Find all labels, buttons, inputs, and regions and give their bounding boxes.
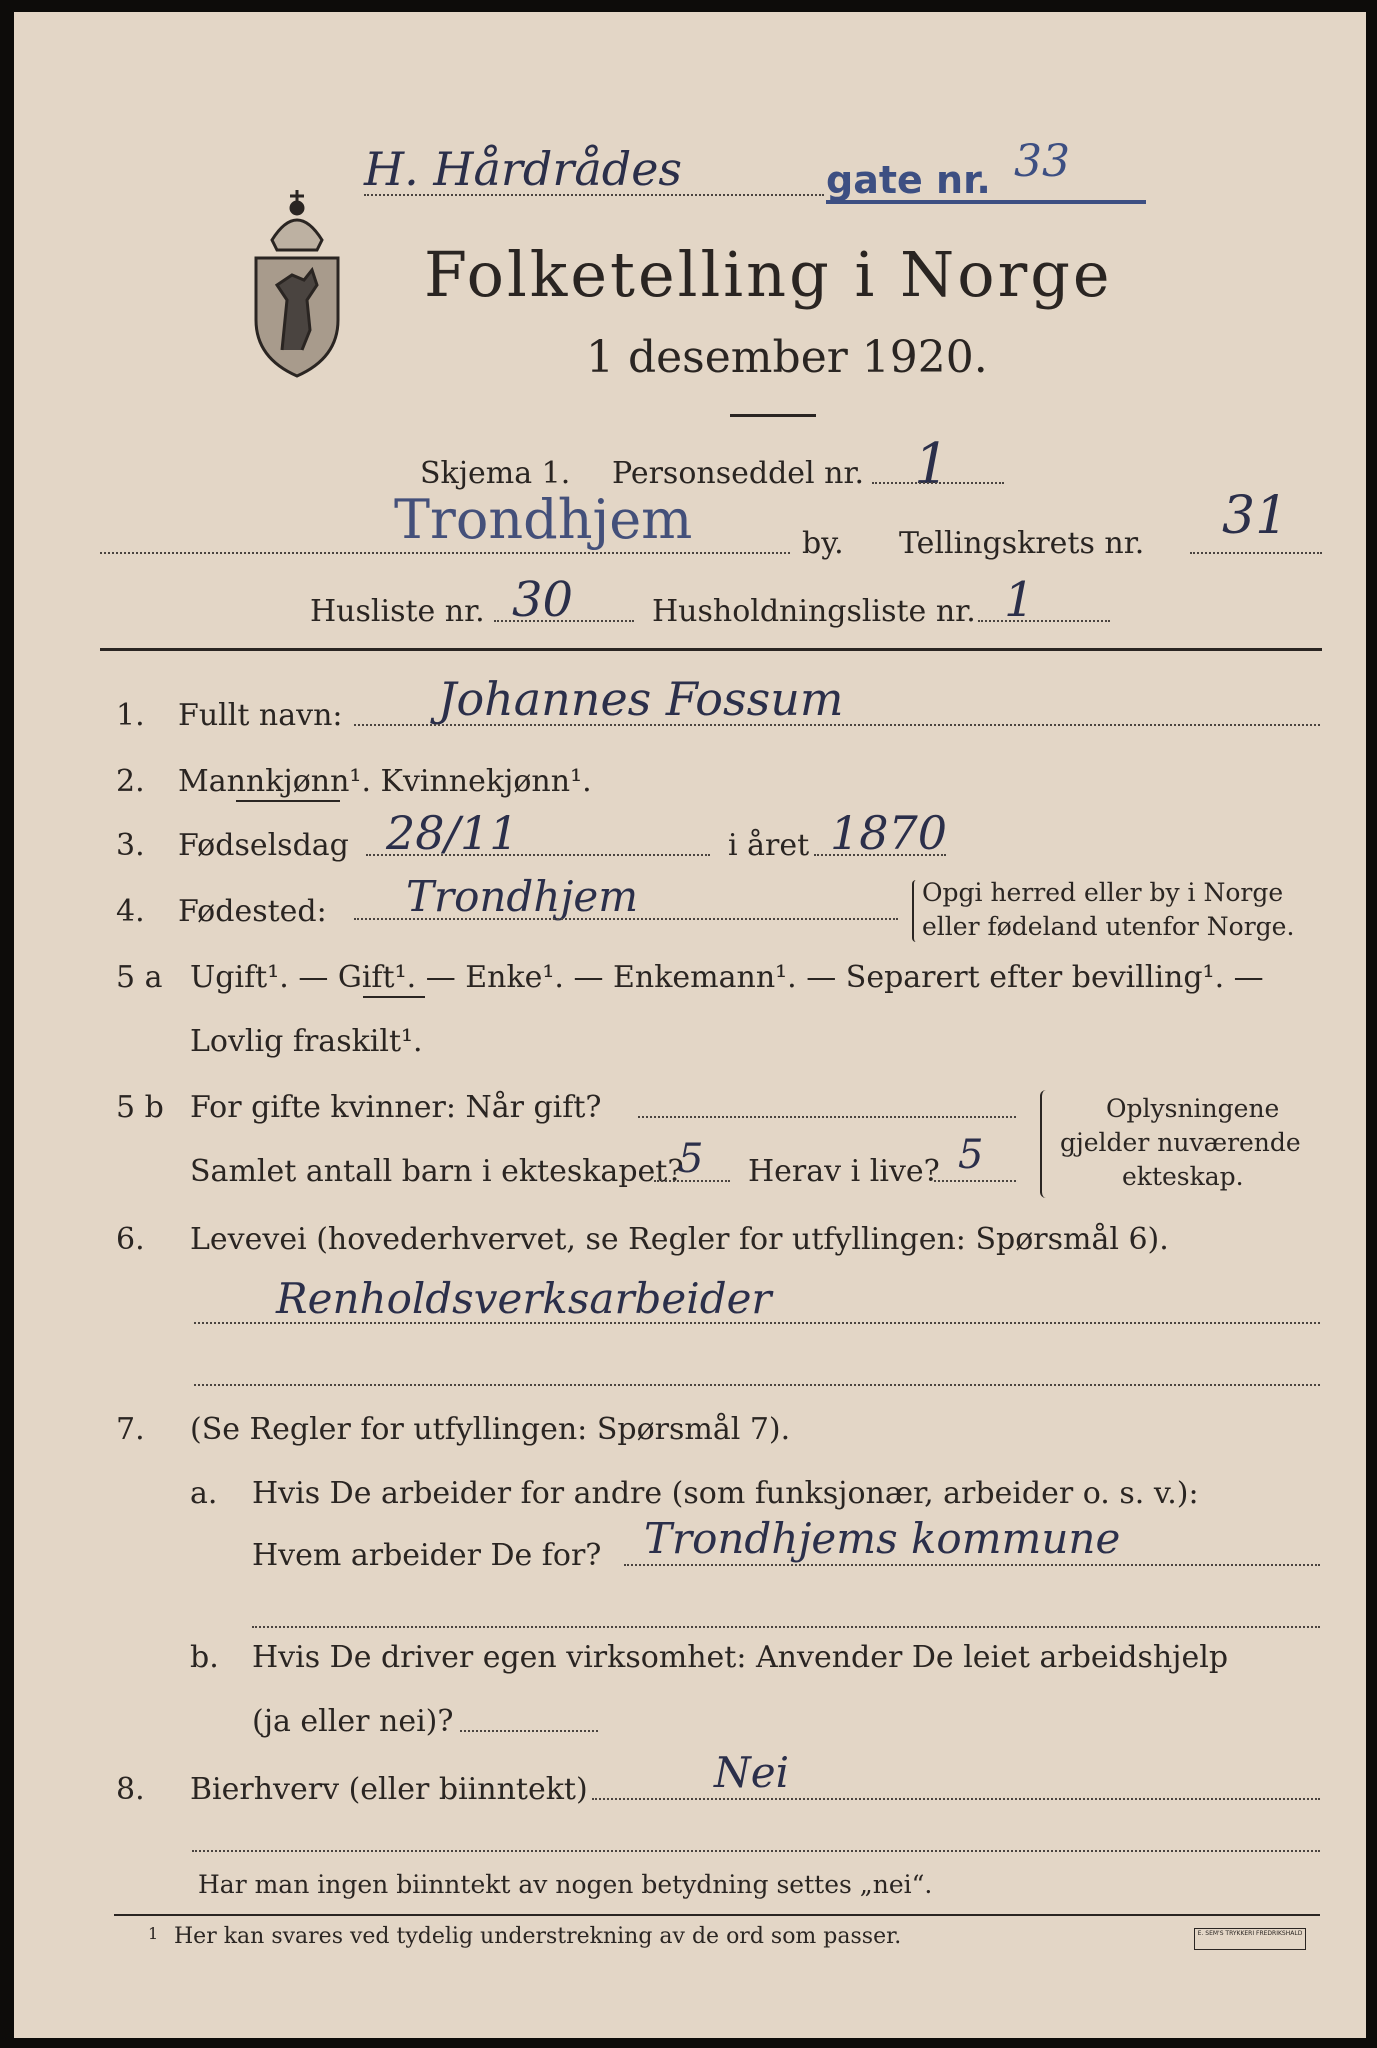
- q8-line: [592, 1798, 1320, 1800]
- personseddel-line: [872, 482, 1004, 484]
- q1-label: Fullt navn:: [178, 698, 343, 733]
- tellingskrets-value: 31: [1222, 486, 1289, 546]
- husliste-label: Husliste nr.: [310, 594, 485, 629]
- q8-label: Bierhverv (eller biinntekt): [190, 1772, 588, 1807]
- q5a-underline-gift: [363, 996, 425, 998]
- header-rule: [100, 648, 1322, 651]
- q8-line-extra: [192, 1850, 1320, 1852]
- q5a-line2: Lovlig fraskilt¹.: [190, 1024, 423, 1059]
- husholdningsliste-value: 1: [1004, 572, 1035, 628]
- city-line: [100, 552, 790, 554]
- q6-value: Renholdsverksarbeider: [276, 1274, 772, 1323]
- q1-number: 1.: [116, 698, 145, 733]
- q5b-note-line3: ekteskap.: [1122, 1162, 1244, 1191]
- q5b-children-value: 5: [678, 1136, 704, 1182]
- q7a-line2: Hvem arbeider De for?: [252, 1538, 602, 1573]
- q6-number: 6.: [116, 1222, 145, 1257]
- q5b-label1: For gifte kvinner: Når gift?: [190, 1090, 602, 1125]
- q5b-children-line: [654, 1180, 730, 1182]
- q4-brace: [912, 880, 920, 942]
- q7a-value: Trondhjems kommune: [644, 1514, 1121, 1563]
- q5b-alive-value: 5: [958, 1132, 984, 1178]
- q5b-note-line2: gjelder nuværende: [1060, 1128, 1301, 1157]
- q7b-letter: b.: [190, 1640, 219, 1675]
- q7a-line1: Hvis De arbeider for andre (som funksjonær, arbeider o. s. v.):: [252, 1476, 1199, 1511]
- footer-note: Har man ingen biinntekt av nogen betydning settes „nei“.: [198, 1870, 933, 1899]
- q2-label: Mannkjønn¹. Kvinnekjønn¹.: [178, 764, 592, 799]
- tellingskrets-line: [1190, 552, 1322, 554]
- q2-underline-mannkjonn: [236, 800, 340, 802]
- q3-year-label: i året: [728, 828, 810, 863]
- q7a-line: [624, 1564, 1320, 1566]
- personseddel-value: 1: [914, 432, 950, 497]
- q6-line2: [194, 1384, 1320, 1386]
- q7a-line-extra: [252, 1626, 1320, 1628]
- q5b-note-line1: Oplysningene: [1106, 1094, 1280, 1123]
- q8-number: 8.: [116, 1772, 145, 1807]
- q5b-alive-label: Herav i live?: [748, 1154, 940, 1189]
- address-stamp-underline: [826, 200, 1146, 204]
- q7-number: 7.: [116, 1412, 145, 1447]
- address-street-handwritten: H. Hårdrådes: [364, 142, 683, 196]
- q4-line: [354, 918, 898, 920]
- q4-label: Fødested:: [178, 894, 327, 929]
- footnote-mark: 1: [148, 1924, 159, 1943]
- footnote-text: Her kan svares ved tydelig understrekning av de ord som passer.: [174, 1924, 902, 1949]
- husliste-value: 30: [512, 572, 574, 628]
- q8-value: Nei: [714, 1748, 790, 1797]
- title-divider: [730, 414, 816, 417]
- q5a-line1: Ugift¹. — Gift¹. — Enke¹. — Enkemann¹. — Separert efter bevilling¹. —: [190, 960, 1264, 995]
- q4-note-line2: eller fødeland utenfor Norge.: [922, 912, 1295, 941]
- q3-year-line: [814, 854, 946, 856]
- q5b-brace: [1040, 1090, 1050, 1198]
- q3-line: [366, 854, 710, 856]
- q3-number: 3.: [116, 828, 145, 863]
- q3-value: 28/11: [386, 806, 519, 860]
- address-stamp: gate nr.: [826, 158, 991, 202]
- q2-number: 2.: [116, 764, 145, 799]
- husliste-line: [494, 620, 634, 622]
- footer-rule: [114, 1914, 1320, 1916]
- by-label: by.: [802, 526, 844, 561]
- form-date: 1 desember 1920.: [586, 332, 988, 383]
- q3-label: Fødselsdag: [178, 828, 349, 863]
- form-title: Folketelling i Norge: [424, 238, 1113, 311]
- census-form-sheet: [14, 12, 1366, 2038]
- q5b-number: 5 b: [116, 1090, 164, 1125]
- husholdningsliste-label: Husholdningsliste nr.: [652, 594, 976, 629]
- skjema-label: Skjema 1.: [420, 456, 571, 491]
- q6-line1: [194, 1322, 1320, 1324]
- q3-year-value: 1870: [830, 806, 948, 860]
- q7b-line: [460, 1730, 598, 1732]
- q5b-married-line: [638, 1116, 1016, 1118]
- personseddel-label: Personseddel nr.: [612, 456, 865, 491]
- q7a-letter: a.: [190, 1476, 218, 1511]
- q7-label: (Se Regler for utfyllingen: Spørsmål 7).: [190, 1412, 791, 1447]
- address-number-handwritten: 33: [1014, 136, 1070, 187]
- q1-line: [354, 724, 1320, 726]
- q1-value: Johannes Fossum: [438, 672, 844, 726]
- q5a-number: 5 a: [116, 960, 163, 995]
- q4-note-line1: Opgi herred eller by i Norge: [922, 878, 1284, 907]
- q4-value: Trondhjem: [406, 872, 639, 921]
- q5b-alive-line: [934, 1180, 1016, 1182]
- printer-mark: E. SEM'S TRYKKERI FREDRIKSHALD: [1194, 1928, 1306, 1950]
- address-dotted-line: [364, 194, 824, 196]
- q5b-label2: Samlet antall barn i ekteskapet?: [190, 1154, 684, 1189]
- q6-label: Levevei (hovederhvervet, se Regler for utfyllingen: Spørsmål 6).: [190, 1222, 1169, 1257]
- q7b-line2: (ja eller nei)?: [252, 1704, 454, 1739]
- q7b-line1: Hvis De driver egen virksomhet: Anvender De leiet arbeidshjelp: [252, 1640, 1229, 1675]
- husholdningsliste-line: [978, 620, 1110, 622]
- city-stamp: Trondhjem: [394, 488, 693, 551]
- q4-number: 4.: [116, 894, 145, 929]
- tellingskrets-label: Tellingskrets nr.: [899, 526, 1145, 561]
- coat-of-arms-icon: [242, 180, 352, 380]
